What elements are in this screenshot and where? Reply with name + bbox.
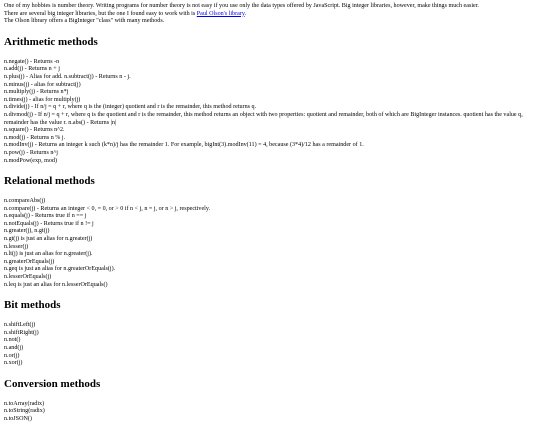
list-item: n.compareAbs(j) bbox=[4, 198, 46, 205]
section-title-relational: Relational methods bbox=[4, 175, 95, 188]
list-item: n.modPow(exp, mod) bbox=[4, 157, 57, 164]
intro-line-1: One of my hobbies is number theory. Writing programs for number theory is not easy if you use only the data types offered by JavaScript. Big integer libraries, however, make things much easier. bbox=[4, 3, 479, 9]
list-item: n.gt(j) is just an alias for n.greater(j) bbox=[4, 236, 93, 243]
list-item: n.square() - Returns n^2. bbox=[4, 127, 65, 134]
list-item: n.notEquals(j) - Returns true if n != j bbox=[4, 220, 94, 227]
list-item: n.toString(radix) bbox=[4, 408, 45, 415]
list-item: n.compare(j) - Returns an integer < 0, = 0, or > 0 if n < j, n = j, or n > j, respectively. bbox=[4, 205, 211, 212]
list-item: n.greater(j), n.gt(j) bbox=[4, 228, 50, 235]
list-item: n.equals(j) - Returns true if n == j bbox=[4, 213, 87, 220]
section-title-arithmetic: Arithmetic methods bbox=[4, 35, 98, 48]
list-item: n.modInv(j) - Returns an integer k such (k*n)/j has the remainder 1. For example, bigInt(3).modInv(11) = 4, because (3*4)/12 has a remainder of 1. bbox=[4, 142, 364, 149]
list-item: n.not() bbox=[4, 337, 21, 344]
list-item: n.minus(j) - alias for subtract(j) bbox=[4, 81, 81, 88]
list-item: n.shiftLeft(j) bbox=[4, 322, 36, 329]
intro-line-2-suffix: . bbox=[244, 10, 247, 17]
relational-methods-list bbox=[4, 198, 536, 289]
list-item: n.pow(j) - Returns n^j bbox=[4, 149, 58, 156]
list-item: n.shiftRight(j) bbox=[4, 329, 39, 336]
list-item: n.toJSON() bbox=[4, 415, 32, 422]
olson-library-link[interactable]: Paul Olson's library bbox=[196, 10, 245, 17]
list-item: n.greaterOrEquals(j) bbox=[4, 258, 55, 265]
list-item: n.lesserOrEquals(j) bbox=[4, 274, 52, 281]
intro-line-3: The Olson library offers a BigInteger "class" with many methods. bbox=[4, 18, 165, 25]
intro-paragraph bbox=[4, 3, 536, 26]
list-item: n.lt(j) is just an alias for n.greater(j). bbox=[4, 251, 93, 258]
list-item: n.mod(j) - Returns n % j. bbox=[4, 134, 66, 141]
section-title-bit: Bit methods bbox=[4, 299, 61, 312]
list-item: n.or(j) bbox=[4, 352, 20, 359]
list-item: n.leq is just an alias for n.lesserOrEquals() bbox=[4, 281, 108, 288]
list-item: n.plus(j) - Alias for add. n.subtract(j) - Returns n - j. bbox=[4, 73, 131, 80]
intro-line-2-prefix: There are several big integer libraries, but the one I found easy to work with is bbox=[4, 10, 197, 17]
list-item: n.toArray(radix) bbox=[4, 400, 45, 407]
list-item: n.divide(j) - If n/j = q + r, where q is the (integer) quotient and r is the remainder, this method returns q. bbox=[4, 104, 257, 111]
section-title-conversion: Conversion methods bbox=[4, 377, 101, 390]
arithmetic-methods-list bbox=[4, 59, 536, 165]
list-item: n.multiply(j) - Returns n*j bbox=[4, 89, 69, 96]
list-item: n.and(j) bbox=[4, 345, 24, 351]
list-item: n.xor(j) bbox=[4, 360, 23, 367]
conversion-methods-list bbox=[4, 401, 536, 424]
list-item: n.divmod(j) - If n/j = q + r, where q is the quotient and r is the remainder, this method returns an object with two properties: quotient and remainder, both of which are BigInteger instances. quotient has the value q, remainder has the value r. n.abs() - Returns |n| bbox=[4, 111, 523, 126]
list-item: n.add(j) - Returns n + j bbox=[4, 66, 60, 73]
bit-methods-list bbox=[4, 322, 536, 368]
list-item: n.negate() - Returns -n bbox=[4, 58, 60, 65]
list-item: n.lesser(j) bbox=[4, 243, 29, 250]
list-item: n.times(j) - alias for multiply(j) bbox=[4, 96, 81, 103]
list-item: n.geq is just an alias for n.greaterOrEquals(j). bbox=[4, 266, 116, 273]
